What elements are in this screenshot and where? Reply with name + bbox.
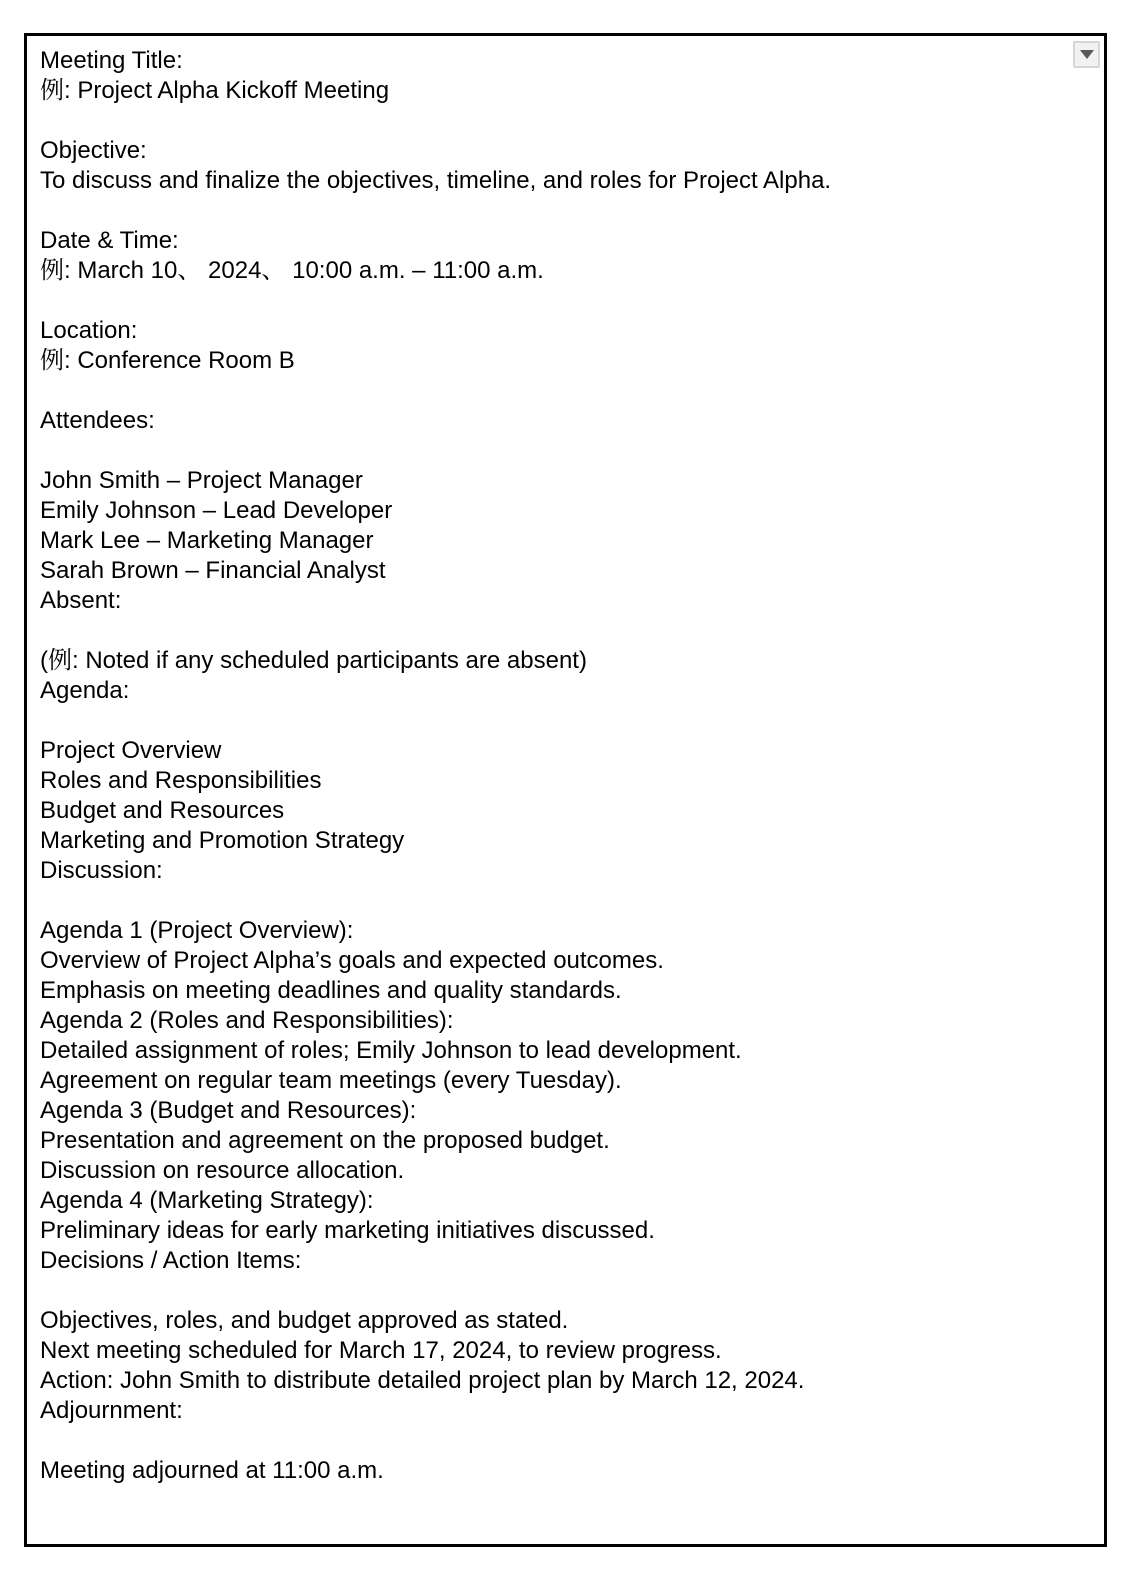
text-line: Preliminary ideas for early marketing initiatives discussed. <box>40 1217 655 1244</box>
text-line: Presentation and agreement on the proposed budget. <box>40 1127 610 1154</box>
text-line: Marketing and Promotion Strategy <box>40 827 405 854</box>
text-line: Attendees: <box>40 407 155 434</box>
text-line <box>40 1426 1062 1456</box>
text-line: Mark Lee – Marketing Manager <box>40 527 374 554</box>
text-line: Overview of Project Alpha’s goals and expected outcomes. <box>40 947 664 974</box>
text-line: Detailed assignment of roles; Emily Johnson to lead development. <box>40 1037 742 1064</box>
text-line: Agenda: <box>40 677 130 704</box>
text-line: Next meeting scheduled for March 17, 2024, to review progress. <box>40 1337 722 1364</box>
text-line <box>40 286 1062 316</box>
text-line: Meeting adjourned at 11:00 a.m. <box>40 1457 384 1484</box>
text-line: Discussion: <box>40 857 163 884</box>
meeting-notes-textarea[interactable] <box>24 33 1107 1547</box>
text-line <box>40 376 1062 406</box>
text-line: Date & Time: <box>40 227 179 254</box>
dropdown-button[interactable] <box>1073 41 1100 68</box>
text-line <box>40 616 1062 646</box>
text-line: (例: Noted if any scheduled participants are absent) <box>40 647 587 674</box>
text-line: Meeting Title: <box>40 47 183 74</box>
text-line <box>40 706 1062 736</box>
text-line: Objective: <box>40 137 147 164</box>
text-line <box>40 886 1062 916</box>
text-line: Action: John Smith to distribute detailed project plan by March 12, 2024. <box>40 1367 805 1394</box>
text-line: Sarah Brown – Financial Analyst <box>40 557 386 584</box>
text-line: Agenda 3 (Budget and Resources): <box>40 1097 417 1124</box>
text-line: To discuss and finalize the objectives, timeline, and roles for Project Alpha. <box>40 167 832 194</box>
text-line <box>40 1276 1062 1306</box>
text-line: Objectives, roles, and budget approved as stated. <box>40 1307 569 1334</box>
text-line: Decisions / Action Items: <box>40 1247 302 1274</box>
text-line: 例: Project Alpha Kickoff Meeting <box>40 77 390 104</box>
text-line: 例: Conference Room B <box>40 347 295 374</box>
text-line: Agenda 2 (Roles and Responsibilities): <box>40 1007 454 1034</box>
text-line: 例: March 10、 2024、 10:00 a.m. – 11:00 a.m. <box>40 257 544 284</box>
text-line: Agenda 4 (Marketing Strategy): <box>40 1187 374 1214</box>
text-line: Roles and Responsibilities <box>40 767 322 794</box>
text-line: Absent: <box>40 587 122 614</box>
text-line: Agreement on regular team meetings (every Tuesday). <box>40 1067 622 1094</box>
text-line <box>40 106 1062 136</box>
meeting-notes-content <box>40 46 1062 1486</box>
text-line: Emphasis on meeting deadlines and quality standards. <box>40 977 622 1004</box>
text-line <box>40 196 1062 226</box>
dropdown-arrow-icon <box>1080 50 1094 59</box>
text-line <box>40 436 1062 466</box>
text-line: Agenda 1 (Project Overview): <box>40 917 354 944</box>
text-line: Project Overview <box>40 737 222 764</box>
text-line: Discussion on resource allocation. <box>40 1157 405 1184</box>
text-line: John Smith – Project Manager <box>40 467 363 494</box>
text-line: Adjournment: <box>40 1397 183 1424</box>
text-line: Emily Johnson – Lead Developer <box>40 497 393 524</box>
text-line: Budget and Resources <box>40 797 285 824</box>
text-line: Location: <box>40 317 138 344</box>
